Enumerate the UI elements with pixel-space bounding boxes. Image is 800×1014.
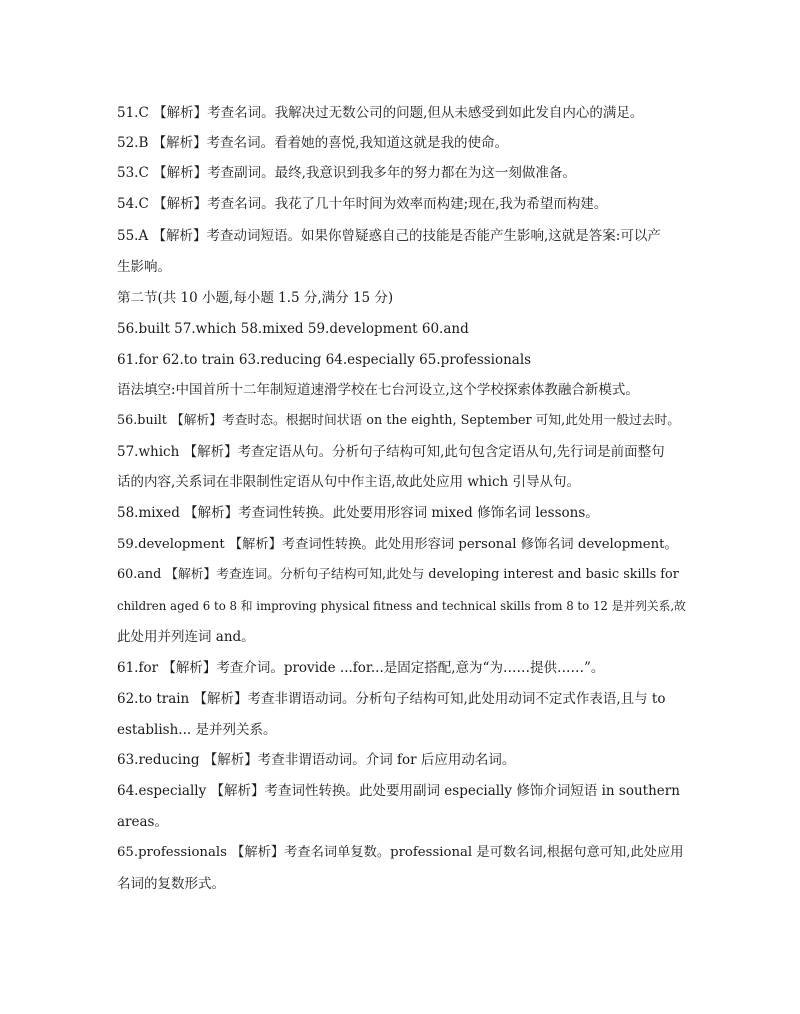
answer-line-61: 61.for 【解析】考查介词。provide ...for...是固定搭配,意为“为……提供……”。	[117, 660, 605, 676]
answer-line-52: 52.B 【解析】考查名词。看着她的喜悦,我知道这就是我的使命。	[117, 135, 508, 151]
answer-line-53: 53.C 【解析】考查副词。最终,我意识到我多年的努力都在为这一刻做准备。	[117, 165, 576, 181]
answer-line-65: 65.professionals 【解析】考查名词单复数。professional 是可数名词,根据句意可知,此处应用	[117, 845, 684, 860]
answer-line-57-cont: 话的内容,关系词在非限制性定语从句中作主语,故此处应用 which 引导从句。	[117, 474, 580, 490]
answer-key-row-1: 56.built 57.which 58.mixed 59.development 60.and	[117, 321, 469, 337]
answer-line-58: 58.mixed 【解析】考查词性转换。此处要用形容词 mixed 修饰名词 lessons。	[117, 505, 599, 521]
answer-line-60-cont: children aged 6 to 8 和 improving physical fitness and technical skills from 8 to 12 是并列关系,故	[117, 599, 686, 613]
answer-line-59: 59.development 【解析】考查词性转换。此处用形容词 personal 修饰名词 development。	[117, 537, 678, 552]
answer-line-56: 56.built 【解析】考查时态。根据时间状语 on the eighth, September 可知,此处用一般过去时。	[117, 413, 680, 428]
answer-line-63: 63.reducing 【解析】考查非谓语动词。介词 for 后应用动名词。	[117, 752, 516, 768]
answer-line-62: 62.to train 【解析】考查非谓语动词。分析句子结构可知,此处用动词不定式作表语,且与 to	[117, 691, 666, 707]
answer-line-57: 57.which 【解析】考查定语从句。分析句子结构可知,此句包含定语从句,先行词是前面整句	[117, 444, 665, 460]
answer-key-row-2: 61.for 62.to train 63.reducing 64.especially 65.professionals	[117, 352, 532, 368]
answer-line-64: 64.especially 【解析】考查词性转换。此处要用副词 especially 修饰介词短语 in southern	[117, 783, 680, 799]
answer-line-51: 51.C 【解析】考查名词。我解决过无数公司的问题,但从未感受到如此发自内心的满足。	[117, 105, 644, 121]
section-heading: 第二节(共 10 小题,每小题 1.5 分,满分 15 分)	[117, 290, 394, 306]
answer-line-55: 55.A 【解析】考查动词短语。如果你曾疑惑自己的技能是否能产生影响,这就是答案:可以产	[117, 228, 661, 244]
answer-line-55-cont: 生影响。	[117, 259, 171, 275]
answer-line-60-cont2: 此处用并列连词 and。	[117, 629, 255, 645]
answer-line-54: 54.C 【解析】考查名词。我花了几十年时间为效率而构建;现在,我为希望而构建。	[117, 196, 608, 212]
passage-summary: 语法填空:中国首所十二年制短道速滑学校在七台河设立,这个学校探索体教融合新模式。	[117, 382, 639, 398]
answer-line-64-cont: areas。	[117, 814, 168, 830]
answer-line-60: 60.and 【解析】考查连词。分析句子结构可知,此处与 developing interest and basic skills for	[117, 567, 679, 582]
answer-line-65-cont: 名词的复数形式。	[117, 876, 225, 892]
answer-line-62-cont: establish... 是并列关系。	[117, 722, 277, 738]
